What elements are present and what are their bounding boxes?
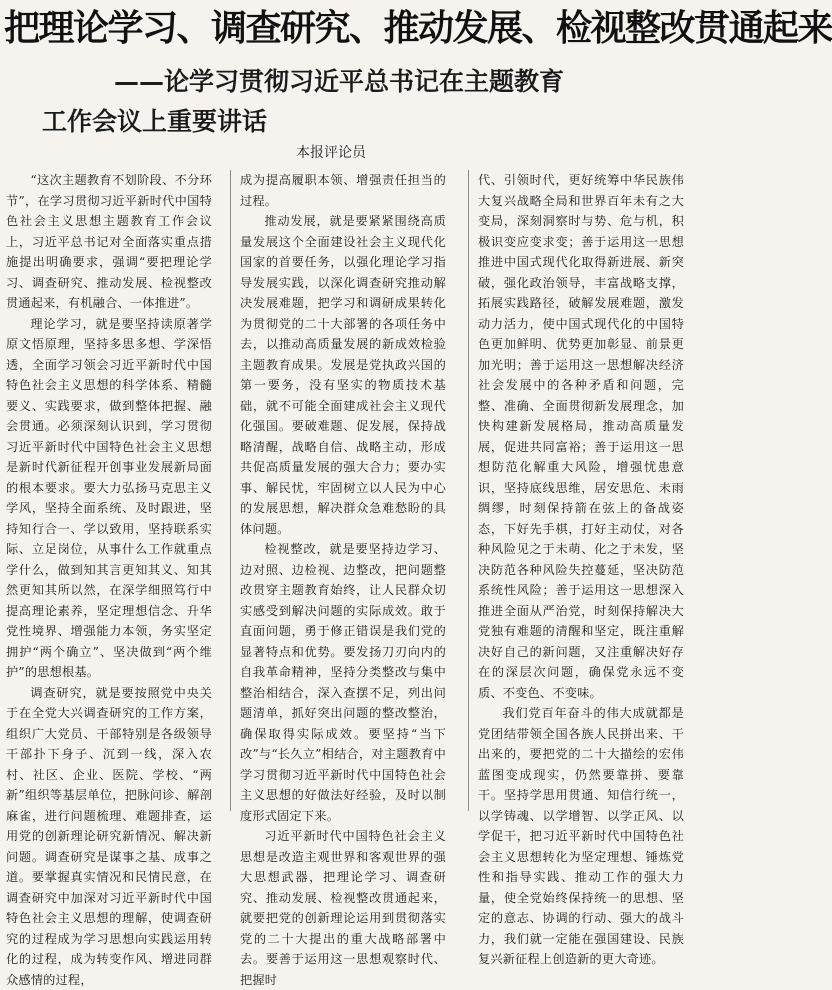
- paragraph-continued: 代、引领时代，更好统筹中华民族伟大复兴战略全局和世界百年未有之大变局，深刻洞察时与势、危与机，积极识变应变求变；善于运用这一思想推进中国式现代化取得新进展、新突破，强化政治领导，丰富战略支撑，拓展实践路径，破解发展难题，激发动力活力，使中国式现代化的中国特色更加鲜明、优势更加彰显、前景更加光明；善于运用这一思想解决经济社会发展中的各种矛盾和问题，完整、准确、全面贯彻新发展理念，加快构建新发展格局，推动高质量发展，促进共同富裕；善于运用这一思想防范化解重大风险，增强忧患意识，坚持底线思维，居安思危、未雨绸缪，时刻保持箭在弦上的备战姿态，下好先手棋，打好主动仗，对各种风险见之于未萌、化之于未发，坚决防范各种风险失控蔓延，坚决防范系统性风险；善于运用这一思想深入推进全面从严治党，时刻保持解决大党独有难题的清醒和坚定，既注重解决好自己的新问题，又注重解决好存在的深层次问题，确保党永远不变质、不变色、不变味。: [478, 170, 684, 703]
- paragraph: 我们党百年奋斗的伟大成就都是党团结带领全国各族人民拼出来、干出来的，要把党的二十大描绘的宏伟蓝图变成现实，仍然要靠拼、要靠干。坚持学思用贯通、知信行统一，以学铸魂、以学增智、以学正风、以学促干，把习近平新时代中国特色社会主义思想转化为坚定理想、锤炼党性和指导实践、推动工作的强大力量，使全党始终保持统一的思想、坚定的意志、协调的行动、强大的战斗力，我们就一定能在强国建设、民族复兴新征程上创造新的更大奇迹。: [478, 703, 684, 970]
- paragraph-continued: 成为提高履职本领、增强责任担当的过程。: [240, 170, 446, 211]
- paragraph: 推动发展，就是要紧紧围绕高质量发展这个全面建设社会主义现代化国家的首要任务，以强化理论学习指导发展实践，以深化调查研究推动解决发展难题，把学习和调研成果转化为贯彻党的二十大部署的各项任务中去，以推动高质量发展的新成效检验主题教育成果。发展是党执政兴国的第一要务，没有坚实的物质技术基础，就不可能全面建成社会主义现代化强国。要破难题、促发展，保持战略清醒，战略自信、战略主动，形成共促高质量发展的强大合力；要办实事、解民忧，牢固树立以人民为中心的发展思想，解决群众急难愁盼的具体问题。: [240, 211, 446, 539]
- column-divider: [468, 170, 469, 811]
- article-column-1: [6, 170, 212, 810]
- article-column-2: [240, 170, 446, 810]
- headline: 把理论学习、调查研究、推动发展、检视整改贯通起来: [4, 0, 686, 58]
- byline: 本报评论员: [296, 143, 366, 163]
- paragraph: 理论学习，就是要坚持读原著学原文悟原理，坚持多思多想、学深悟透，全面学习领会习近平新时代中国特色社会主义思想的科学体系、精髓要义、实践要求，做到整体把握、融会贯通。必须深刻认识到，学习贯彻习近平新时代中国特色社会主义思想是新时代新征程开创事业发展新局面的根本要求。要大力弘扬马克思主义学风，坚持全面系统、及时跟进，坚持知行合一、学以致用，坚持联系实际、立足岗位，从事什么工作就重点学什么，做到知其言更知其义、知其然更知其所以然，在深学细照笃行中提高理论素养，坚定理想信念、升华党性境界、增强能力本领，务实坚定拥护“两个确立”、坚决做到“两个维护”的思想根基。: [6, 314, 212, 683]
- paragraph: 调查研究，就是要按照党中央关于在全党大兴调查研究的工作方案，组织广大党员、干部特别是各级领导干部扑下身子、沉到一线，深入农村、社区、企业、医院、学校、“两新”组织等基层单位，把脉问诊、解剖麻雀，进行问题梳理、难题排查，运用党的创新理论研究新情况、解决新问题。调查研究是谋事之基、成事之道。要掌握真实情况和民情民意，在调查研究中加深对习近平新时代中国特色社会主义思想的理解，使调查研究的过程成为学习思想向实践运用转化的过程，成为转变作风、增进同群众感情的过程，: [6, 683, 212, 990]
- paragraph: 习近平新时代中国特色社会主义思想是改造主观世界和客观世界的强大思想武器，把理论学习、调查研究、推动发展、检视整改贯通起来，就要把党的创新理论运用到贯彻落实党的二十大提出的重大战略部署中去。要善于运用这一思想观察时代、把握时: [240, 826, 446, 990]
- paragraph: 检视整改，就是要坚持边学习、边对照、边检视、边整改，把问题整改贯穿主题教育始终，让人民群众切实感受到解决问题的实际成效。敢于直面问题，勇于修正错误是我们党的显著特点和优势。要发扬刀刃向内的自我革命精神，坚持分类整改与集中整治相结合，深入查摆不足，列出问题清单，抓好突出问题的整改整治，确保取得实际成效。要坚持“当下改”与“长久立”相结合，对主题教育中学习贯彻习近平新时代中国特色社会主义思想的好做法好经验，及时以制度形式固定下来。: [240, 539, 446, 826]
- article-column-3: [478, 170, 684, 810]
- paragraph: “这次主题教育不划阶段、不分环节”，在学习贯彻习近平新时代中国特色社会主义思想主题教育工作会议上，习近平总书记对全面落实重点措施提出明确要求，强调“要把理论学习、调查研究、推动发展、检视整改贯通起来，有机融合、一体推进”。: [6, 170, 212, 314]
- subtitle-line-1: ——论学习贯彻习近平总书记在主题教育: [114, 66, 564, 98]
- column-divider: [230, 170, 231, 811]
- subtitle-line-2: 工作会议上重要讲话: [42, 106, 267, 138]
